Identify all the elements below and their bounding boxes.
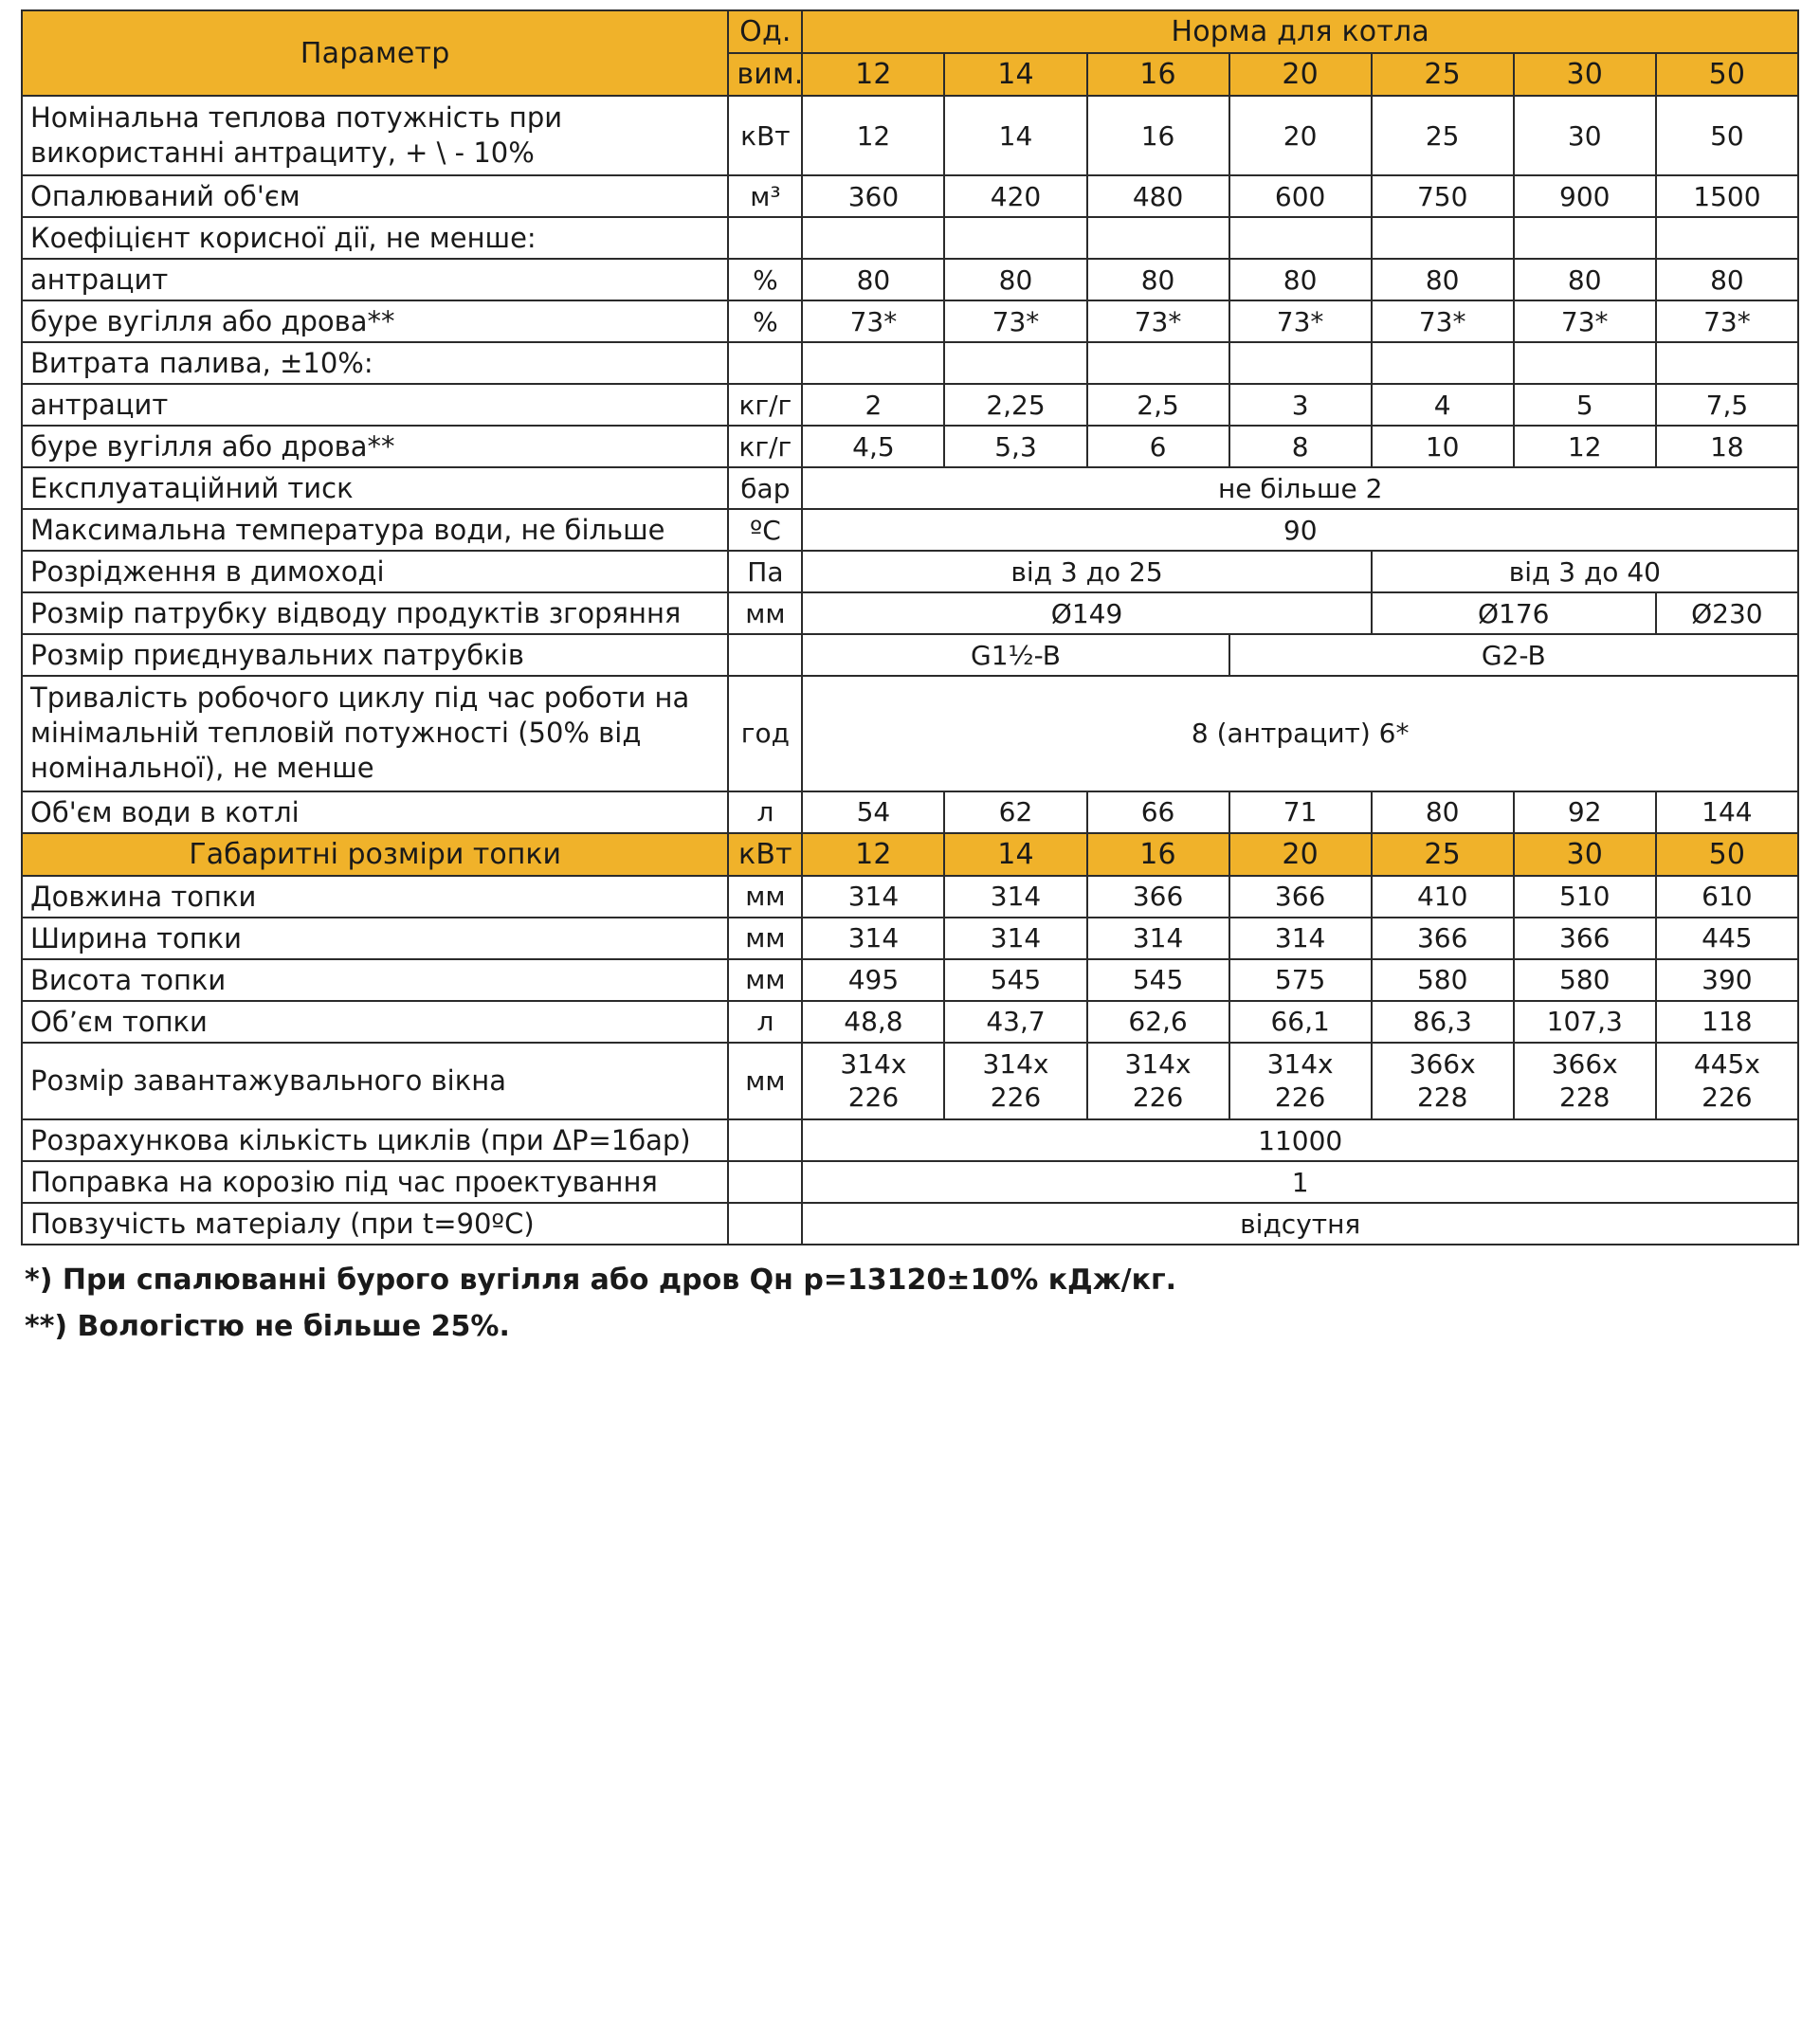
row-unit: мм (728, 1043, 802, 1120)
row-value: 50 (1656, 96, 1798, 175)
row-unit: кг/г (728, 384, 802, 426)
row-value: 610 (1656, 876, 1798, 918)
row-param: Розмір завантажувального вікна (22, 1043, 728, 1120)
table-row (22, 918, 1798, 959)
row-value: 600 (1229, 175, 1372, 217)
row-unit (728, 634, 802, 676)
row-value: 2,25 (944, 384, 1086, 426)
row-value (1229, 217, 1372, 259)
row-value-split-right: від 3 до 40 (1372, 551, 1798, 592)
section-model-30: 30 (1514, 833, 1656, 876)
row-value: 314x 226 (802, 1043, 944, 1120)
row-value: 366x 228 (1372, 1043, 1514, 1120)
row-param: Опалюваний об'єм (22, 175, 728, 217)
row-value-span: 11000 (802, 1119, 1798, 1161)
row-value (1514, 217, 1656, 259)
row-value: 73* (944, 300, 1086, 342)
row-param: Розмір патрубку відводу продуктів згоряння (22, 592, 728, 634)
header-model-12: 12 (802, 53, 944, 96)
row-unit (728, 342, 802, 384)
row-value: 80 (1087, 259, 1229, 300)
row-value: 30 (1514, 96, 1656, 175)
section-model-14: 14 (944, 833, 1086, 876)
table-row (22, 1043, 1798, 1120)
row-value: 545 (1087, 959, 1229, 1001)
table-row (22, 791, 1798, 833)
table-row (22, 592, 1798, 634)
table-row (22, 1001, 1798, 1043)
row-value-split-1: Ø149 (802, 592, 1371, 634)
row-unit: ºC (728, 509, 802, 551)
row-unit: л (728, 791, 802, 833)
section-model-12: 12 (802, 833, 944, 876)
row-value (1656, 342, 1798, 384)
row-unit: год (728, 676, 802, 791)
row-value: 580 (1372, 959, 1514, 1001)
header-unit-line2: вим. (728, 53, 802, 96)
row-value: 12 (802, 96, 944, 175)
row-param: Коефіцієнт корисної дії, не менше: (22, 217, 728, 259)
row-value: 4,5 (802, 426, 944, 467)
table-row (22, 342, 1798, 384)
row-value: 54 (802, 791, 944, 833)
header-model-25: 25 (1372, 53, 1514, 96)
row-value: 62,6 (1087, 1001, 1229, 1043)
row-unit: мм (728, 959, 802, 1001)
footnote-1: *) При спалюванні бурого вугілля або дров Qн р=13120±10% кДж/кг. (25, 1263, 1177, 1298)
row-value: 16 (1087, 96, 1229, 175)
row-value: 73* (1087, 300, 1229, 342)
row-param: буре вугілля або дрова** (22, 426, 728, 467)
row-unit: м³ (728, 175, 802, 217)
table-row (22, 1203, 1798, 1245)
row-param: антрацит (22, 384, 728, 426)
row-value: 314 (1229, 918, 1372, 959)
header-unit-line1: Од. (728, 10, 802, 53)
row-value: 86,3 (1372, 1001, 1514, 1043)
table-row (22, 876, 1798, 918)
header-model-16: 16 (1087, 53, 1229, 96)
row-param: Витрата палива, ±10%: (22, 342, 728, 384)
table-row (22, 300, 1798, 342)
table-row (22, 1119, 1798, 1161)
section-unit: кВт (728, 833, 802, 876)
row-value-split-left: G1½-B (802, 634, 1228, 676)
row-param: Розрідження в димоході (22, 551, 728, 592)
row-value: 80 (944, 259, 1086, 300)
row-param: Розмір приєднувальних патрубків (22, 634, 728, 676)
row-value: 80 (1372, 259, 1514, 300)
row-value: 5 (1514, 384, 1656, 426)
row-value: 2,5 (1087, 384, 1229, 426)
row-unit: бар (728, 467, 802, 509)
row-value: 3 (1229, 384, 1372, 426)
row-value: 92 (1514, 791, 1656, 833)
section-model-20: 20 (1229, 833, 1372, 876)
row-value: 366 (1087, 876, 1229, 918)
row-unit (728, 217, 802, 259)
row-param: Поправка на корозію під час проектування (22, 1161, 728, 1203)
row-value: 510 (1514, 876, 1656, 918)
row-value (944, 217, 1086, 259)
row-value: 1500 (1656, 175, 1798, 217)
row-param: антрацит (22, 259, 728, 300)
table-row (22, 676, 1798, 791)
row-value-span: 1 (802, 1161, 1798, 1203)
row-param: Повзучість матеріалу (при t=90ºC) (22, 1203, 728, 1245)
footnotes (21, 1259, 1799, 1349)
row-param: Об'єм води в котлі (22, 791, 728, 833)
row-value: 73* (1514, 300, 1656, 342)
row-value: 4 (1372, 384, 1514, 426)
row-value: 314x 226 (1229, 1043, 1372, 1120)
row-value: 545 (944, 959, 1086, 1001)
row-value: 445x 226 (1656, 1043, 1798, 1120)
row-value-span: відсутня (802, 1203, 1798, 1245)
row-value: 73* (1656, 300, 1798, 342)
row-value (944, 342, 1086, 384)
row-value-span: 90 (802, 509, 1798, 551)
header-norm-title: Норма для котла (802, 10, 1798, 53)
row-value: 314 (802, 918, 944, 959)
section-title: Габаритні розміри топки (22, 833, 728, 876)
row-unit: % (728, 259, 802, 300)
table-row (22, 175, 1798, 217)
header-model-30: 30 (1514, 53, 1656, 96)
row-value (1514, 342, 1656, 384)
row-param: буре вугілля або дрова** (22, 300, 728, 342)
row-value: 6 (1087, 426, 1229, 467)
row-value: 73* (802, 300, 944, 342)
row-value: 80 (1229, 259, 1372, 300)
row-value-span: не більше 2 (802, 467, 1798, 509)
row-value: 2 (802, 384, 944, 426)
row-value: 360 (802, 175, 944, 217)
row-unit (728, 1119, 802, 1161)
row-value: 18 (1656, 426, 1798, 467)
row-value: 25 (1372, 96, 1514, 175)
row-value (1656, 217, 1798, 259)
row-value-split-3: Ø230 (1656, 592, 1798, 634)
row-param: Довжина топки (22, 876, 728, 918)
boiler-spec-table (21, 9, 1799, 1245)
row-unit: мм (728, 876, 802, 918)
row-value: 580 (1514, 959, 1656, 1001)
section-header-row (22, 833, 1798, 876)
header-model-20: 20 (1229, 53, 1372, 96)
row-param: Номінальна теплова потужність при використанні антрациту, + \ - 10% (22, 96, 728, 175)
row-value: 80 (1656, 259, 1798, 300)
table-row (22, 1161, 1798, 1203)
section-model-50: 50 (1656, 833, 1798, 876)
row-value: 144 (1656, 791, 1798, 833)
table-row (22, 959, 1798, 1001)
row-value: 750 (1372, 175, 1514, 217)
row-value: 314 (802, 876, 944, 918)
row-value: 5,3 (944, 426, 1086, 467)
row-unit: кВт (728, 96, 802, 175)
table-row (22, 467, 1798, 509)
row-value: 8 (1229, 426, 1372, 467)
row-value: 314 (1087, 918, 1229, 959)
row-value: 900 (1514, 175, 1656, 217)
section-model-16: 16 (1087, 833, 1229, 876)
row-value: 390 (1656, 959, 1798, 1001)
row-value: 366 (1514, 918, 1656, 959)
row-value (1087, 342, 1229, 384)
header-param: Параметр (22, 10, 728, 96)
row-unit: Па (728, 551, 802, 592)
row-value: 20 (1229, 96, 1372, 175)
row-value: 7,5 (1656, 384, 1798, 426)
row-param: Експлуатаційний тиск (22, 467, 728, 509)
row-value: 366 (1372, 918, 1514, 959)
row-value: 73* (1372, 300, 1514, 342)
row-unit: % (728, 300, 802, 342)
table-row (22, 96, 1798, 175)
row-value (1372, 217, 1514, 259)
footnote-2: **) Вологістю не більше 25%. (25, 1309, 510, 1343)
header-model-14: 14 (944, 53, 1086, 96)
row-value: 43,7 (944, 1001, 1086, 1043)
row-value: 14 (944, 96, 1086, 175)
row-value: 480 (1087, 175, 1229, 217)
table-row (22, 384, 1798, 426)
row-value: 66,1 (1229, 1001, 1372, 1043)
row-value: 410 (1372, 876, 1514, 918)
row-value (1372, 342, 1514, 384)
row-value-span: 8 (антрацит) 6* (802, 676, 1798, 791)
row-value: 314x 226 (1087, 1043, 1229, 1120)
row-value-split-2: Ø176 (1372, 592, 1656, 634)
row-unit: мм (728, 592, 802, 634)
row-value: 80 (1514, 259, 1656, 300)
table-row (22, 509, 1798, 551)
row-value (1087, 217, 1229, 259)
row-unit: мм (728, 918, 802, 959)
row-value: 10 (1372, 426, 1514, 467)
row-value: 366x 228 (1514, 1043, 1656, 1120)
row-value: 66 (1087, 791, 1229, 833)
row-param: Максимальна температура води, не більше (22, 509, 728, 551)
row-param: Ширина топки (22, 918, 728, 959)
row-value: 314 (944, 918, 1086, 959)
table-row (22, 217, 1798, 259)
row-value: 73* (1229, 300, 1372, 342)
row-unit: л (728, 1001, 802, 1043)
row-value: 62 (944, 791, 1086, 833)
row-value: 575 (1229, 959, 1372, 1001)
header-model-50: 50 (1656, 53, 1798, 96)
row-value: 314x 226 (944, 1043, 1086, 1120)
table-row (22, 551, 1798, 592)
row-value: 80 (802, 259, 944, 300)
row-value-split-right: G2-B (1229, 634, 1798, 676)
row-value (802, 342, 944, 384)
row-param: Висота топки (22, 959, 728, 1001)
row-value: 118 (1656, 1001, 1798, 1043)
row-param: Розрахункова кількість циклів (при ΔР=1бар) (22, 1119, 728, 1161)
row-value: 48,8 (802, 1001, 944, 1043)
row-unit (728, 1203, 802, 1245)
row-value: 107,3 (1514, 1001, 1656, 1043)
row-value: 12 (1514, 426, 1656, 467)
row-value-split-left: від 3 до 25 (802, 551, 1371, 592)
row-param: Об’єм топки (22, 1001, 728, 1043)
table-header-row-1 (22, 10, 1798, 53)
table-row (22, 259, 1798, 300)
row-value: 80 (1372, 791, 1514, 833)
row-value: 420 (944, 175, 1086, 217)
row-value: 314 (944, 876, 1086, 918)
row-value: 495 (802, 959, 944, 1001)
row-value (1229, 342, 1372, 384)
row-value (802, 217, 944, 259)
row-unit (728, 1161, 802, 1203)
section-model-25: 25 (1372, 833, 1514, 876)
row-unit: кг/г (728, 426, 802, 467)
row-value: 445 (1656, 918, 1798, 959)
table-row (22, 426, 1798, 467)
row-param: Тривалість робочого циклу під час роботи на мінімальній тепловій потужності (50% від номінальної), не менше (22, 676, 728, 791)
row-value: 366 (1229, 876, 1372, 918)
row-value: 71 (1229, 791, 1372, 833)
table-row (22, 634, 1798, 676)
